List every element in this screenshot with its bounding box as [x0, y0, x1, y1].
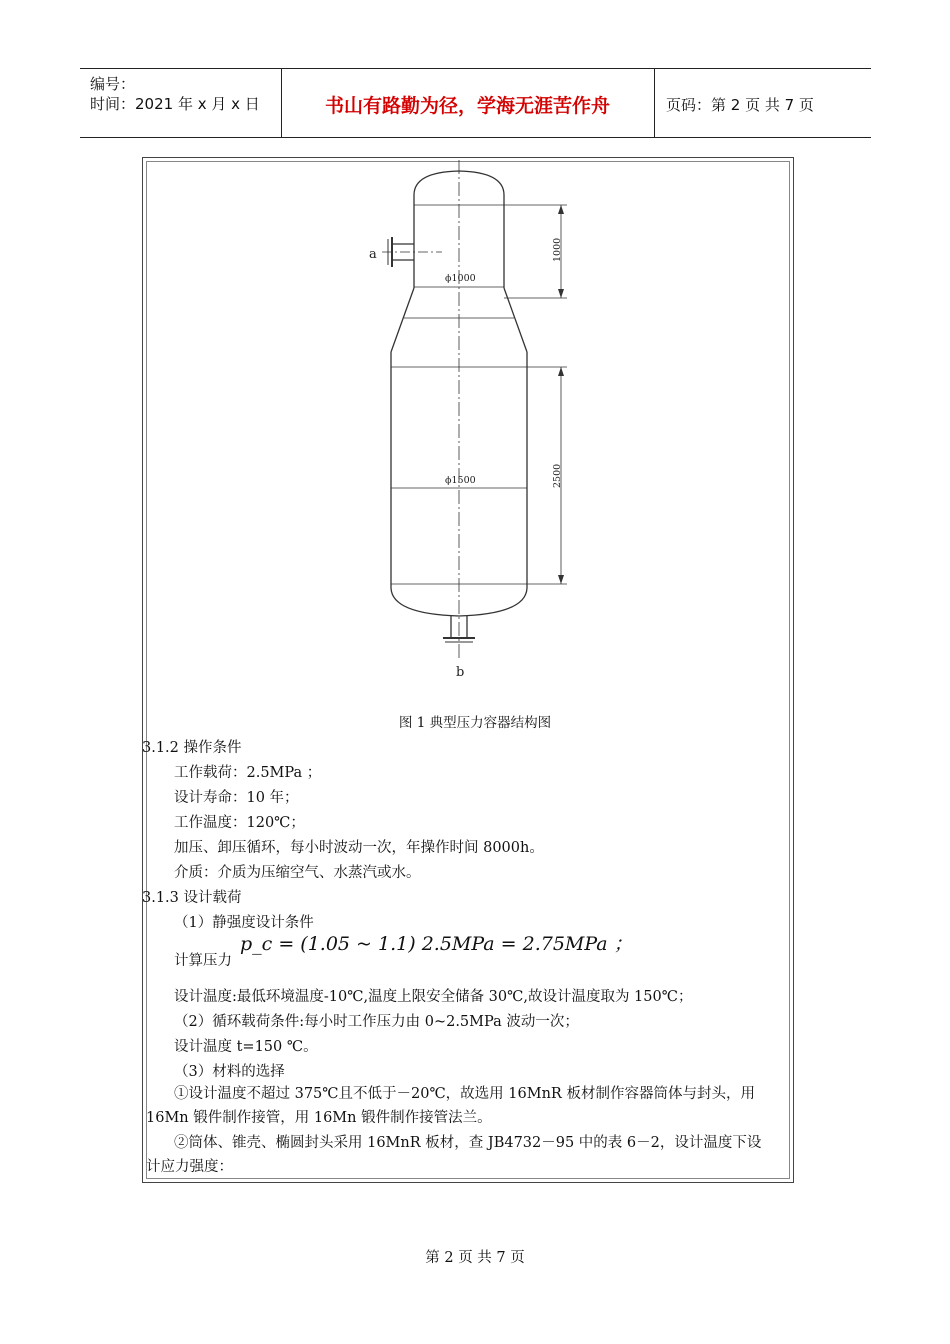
dim-main-diameter: ϕ1500: [445, 475, 476, 486]
static-condition-line: （1）静强度设计条件: [174, 915, 314, 931]
figure-caption: 图 1 典型压力容器结构图: [398, 715, 552, 731]
motto: 书山有路勤为径，学海无涯苦作舟: [324, 95, 610, 117]
header-left-cell: [80, 69, 282, 137]
header-motto-cell: [281, 69, 655, 137]
calc-pressure-formula: p_c = (1.05 ~ 1.1) 2.5MPa = 2.75MPa ；: [240, 933, 633, 955]
material-selection-line: （3）材料的选择: [174, 1064, 285, 1080]
calc-pressure-label: 计算压力: [174, 953, 232, 969]
material-paragraph-1: ①设计温度不超过 375℃且不低于－20℃，故选用 16MnR 板材制作容器筒体与封头，用 16Mn 锻件制作接管，用 16Mn 锻件制作接管法兰。: [146, 1086, 755, 1126]
page-info: 页码：第 2 页 共 7 页: [666, 96, 814, 114]
dim-main-height: 2500: [552, 463, 563, 488]
material-paragraph-2: ②筒体、锥壳、椭圆封头采用 16MnR 板材，查 JB4732－95 中的表 6－2，设计温度下设计应力强度：: [146, 1135, 762, 1175]
page-footer: 第 2 页 共 7 页: [425, 1250, 525, 1266]
number-label: 编号：: [90, 75, 136, 93]
design-temp-2-line: 设计温度 t=150 ℃。: [174, 1039, 318, 1055]
design-life-line: 设计寿命：10 年；: [174, 790, 299, 806]
page-header: [80, 68, 871, 138]
work-load-line: 工作载荷：2.5MPa ；: [174, 765, 322, 781]
cyclic-condition-line: （2）循环载荷条件:每小时工作压力由 0~2.5MPa 波动一次；: [174, 1014, 579, 1030]
header-right-cell: [656, 69, 871, 137]
section-3-1-2-heading: 3.1.2 操作条件: [142, 740, 242, 756]
section-3-1-3-heading: 3.1.3 设计载荷: [142, 890, 242, 906]
nozzle-b-label: b: [456, 665, 465, 680]
design-temp-line: 设计温度:最低环境温度-10℃,温度上限安全储备 30℃,故设计温度取为 150℃；: [174, 989, 693, 1005]
cycle-line: 加压、卸压循环，每小时波动一次，年操作时间 8000h。: [174, 840, 544, 856]
nozzle-a-label: a: [369, 247, 377, 262]
dim-top-diameter: ϕ1000: [445, 273, 476, 284]
work-temp-line: 工作温度：120℃；: [174, 815, 305, 831]
vessel-structure-drawing: [142, 160, 794, 700]
medium-line: 介质：介质为压缩空气、水蒸汽或水。: [174, 865, 421, 881]
dim-top-height: 1000: [552, 237, 563, 262]
time-label: 时间：2021 年 x 月 x 日: [90, 95, 260, 113]
